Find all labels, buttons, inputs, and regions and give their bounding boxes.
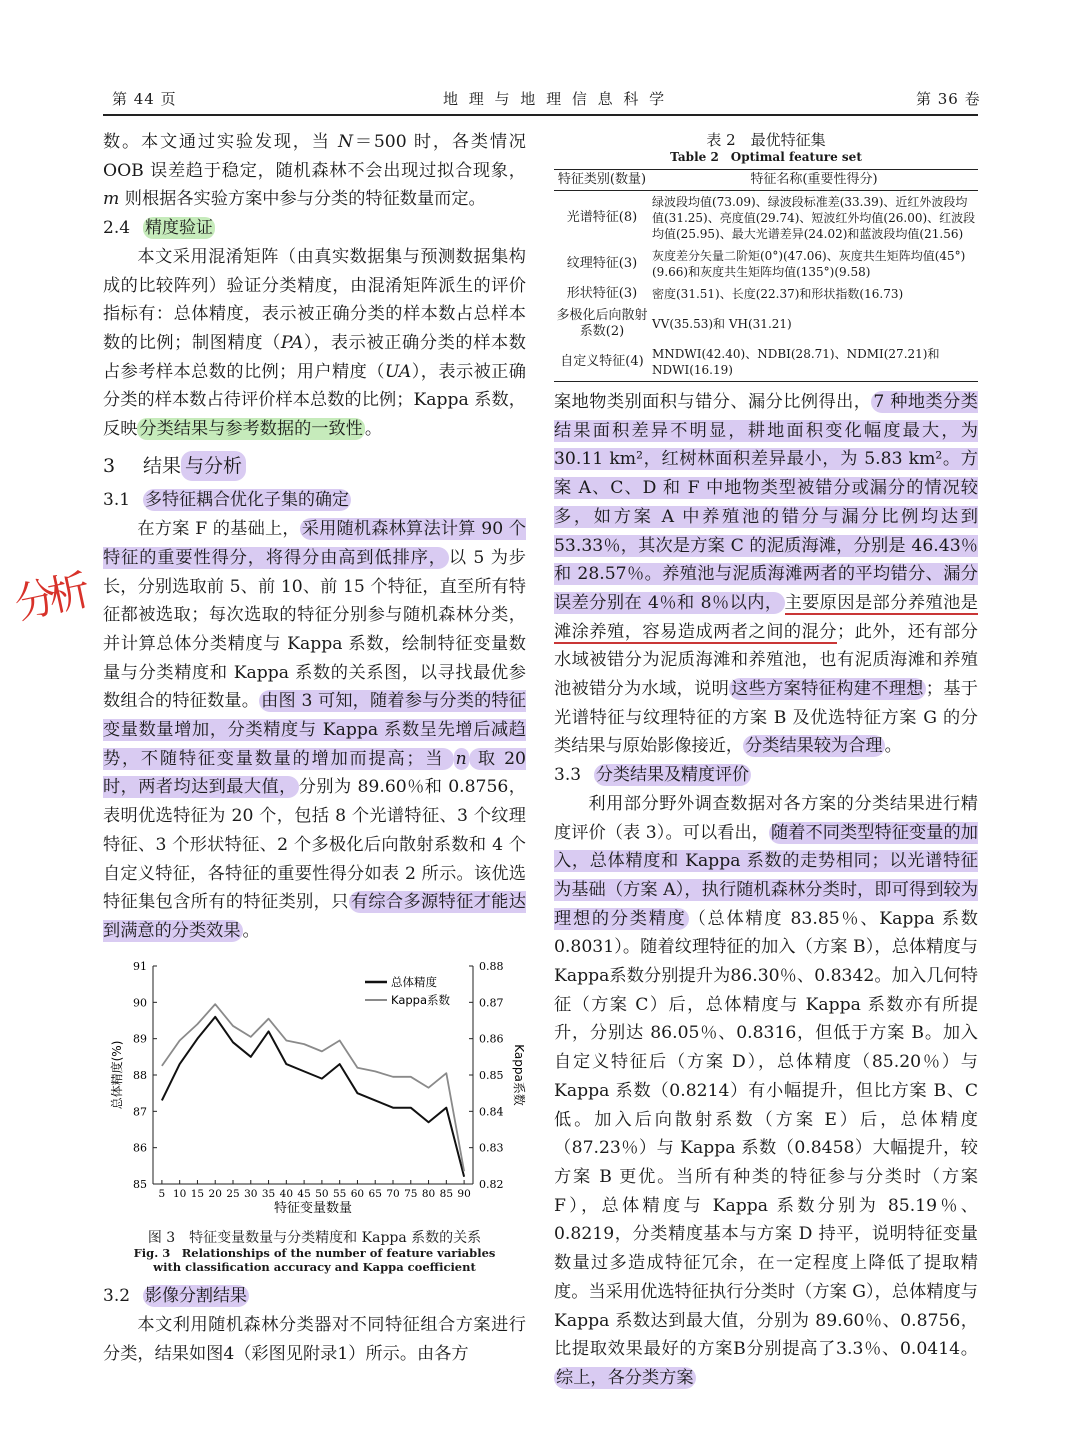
legend-label: 总体精度 [391, 974, 437, 989]
x-tick-label: 10 [172, 1187, 187, 1200]
x-tick-label: 50 [315, 1187, 329, 1200]
x-tick-label: 80 [421, 1187, 436, 1200]
header-rule [103, 114, 978, 116]
x-tick-label: 25 [226, 1187, 240, 1200]
right-column [554, 128, 978, 1393]
figure-caption-en-1: Fig. 3 Relationships of the number of feature variables [133, 1246, 496, 1261]
left-tick-label: 87 [133, 1105, 147, 1119]
right-tick-label: 0.83 [479, 1141, 504, 1155]
x-tick-label: 85 [439, 1187, 454, 1200]
table-header-category: 特征类别(数量) [554, 170, 650, 191]
table-caption-en: Table 2 Optimal feature set [670, 150, 862, 164]
table-header-name: 特征名称(重要性得分) [650, 170, 978, 191]
x-tick-label: 35 [261, 1187, 276, 1200]
accuracy-paragraph: 本文采用混淆矩阵（由真实数据集与预测数据集构成的比较阵列）验证分类精度，由混淆矩阵派生的评价指标有：总体精度，表示被正确分类的样本数占总样本数的比例；制图精度（PA），表示被正确分类的样本数占参考样本总数的比例；用户精度（UA），表示被正确分类的样本数占待评价样本总数的比例；Kappa 系数，反映 分类结果与参考数据的一致性 。 [103, 246, 526, 440]
section-3-heading: 3 结果 与分析 [103, 452, 526, 481]
table-row: 形状特征(3) 密度(31.51)、长度(22.37)和形状指数(16.73) [566, 286, 904, 301]
table-row: 光谱特征(8) 绿波段均值(73.09)、绿波段标准差(33.39)、近红外波段均值(31.25)、亮度值(29.74)、短波红外均值(26.00)、红波段均值(25.95)、最大光谱差异(24.02)和蓝波段均值(21.56) [566, 195, 976, 241]
right-tick-label: 0.88 [479, 959, 504, 973]
x-tick-label: 5 [158, 1187, 166, 1200]
page-number: 第 44 页 [112, 90, 177, 108]
section-3-3-paragraph: 利用部分野外调查数据对各方案的分类结果进行精度评价（表 3）。可以看出， 随着不同类型特征变量的加入，总体精度和 Kappa 系数的走势相同；以光谱特征为基础（方案 A），执行随机森林分类时，即可得到较为理想的分类精度 （总体精度 83.85％、Kappa 系数 0.8031）。随着纹理特征的加入（方案 B），总体精度与Kappa系数分别提升为86.30％、0.8342。加入几何特征（方案 C）后，总体精度与 Kappa 系数亦有所提升，分别达 86.05％、0.8316，但低于方案 B。加入自定义特征后（方案 D），总体精度（85.20％）与 Kappa 系数（0.8214）有小幅提升，但比方案 B、C 低。加入后向散射系数（方案 E）后，总体精度（87.23％）与 Kappa 系数（0.8458）大幅提升，较方案 B 更优。当所有种类的特征参与分类时（方案 F），总体精度与 Kappa 系数分别为 85.19％、0.8219，分类精度基本与方案 D 持平，说明特征变量数量过多造成特征冗余，在一定程度上降低了提取精度。当采用优选特征执行分类时（方案 G），总体精度与 Kappa 系数达到最大值，分别为 89.60％、0.8756，比提取效果最好的方案B分别提高了3.3％、0.0414。综上，各分类方案 [554, 793, 978, 1388]
right-tick-label: 0.86 [479, 1032, 504, 1046]
left-tick-label: 89 [133, 1032, 147, 1046]
table-row: 自定义特征(4) MNDWI(42.40)、NDBI(28.71)、NDMI(27.21)和 NDWI(16.19) [554, 343, 978, 382]
figure-3 [103, 954, 526, 1275]
x-tick-label: 75 [404, 1187, 418, 1200]
right-tick-label: 0.82 [479, 1177, 504, 1191]
left-tick-label: 88 [133, 1068, 147, 1082]
intro-paragraph: 数。本文通过实验发现，当 N＝500 时，各类情况OOB 误差趋于稳定，随机森林不会出现过拟合现象，m 则根据各实验方案中参与分类的特征数量而定。 [103, 132, 526, 210]
x-tick-label: 90 [457, 1187, 471, 1200]
line-chart [103, 954, 526, 1219]
right-tick-label: 0.87 [479, 996, 504, 1010]
table-caption: 表 2 最优特征集 [706, 131, 826, 149]
table-row: 纹理特征(3) 灰度差分矢量二阶矩(0°)(47.06)、灰度共生矩阵均值(45°)(9.66)和灰度共生矩阵均值(135°)(9.58) [566, 249, 966, 279]
x-tick-label: 70 [386, 1187, 400, 1200]
section-3-2-heading: 3.2 影像分割结果 [103, 1286, 247, 1307]
results-paragraph: 案地物类别面积与错分、漏分比例得出， 7 种地类分类结果面积差异不明显，耕地面积变化幅度最大，为 30.11 km²，红树林面积差异最小，为 5.83 km²。方案 A、C、D 和 F 中地物类型被错分或漏分的情况较多，如方案 A 中养殖池的错分与漏分比例均达到 53.33％，其次是方案 C 的泥质海滩，分别是 46.43％和 28.57％。养殖池与泥质海滩两者的平均错分、漏分误差分别在 4％和 8％以内， 主要原因是部分养殖池是滩涂养殖，容易造成两者之间的混分；此外，还有部分水域被错分为泥质海滩和养殖池，也有泥质海滩和养殖池被错分为水域，说明 这些方案特征构建不理想 ；基于光谱特征与纹理特征的方案 B 及优选特征方案 G 的分类结果与原始影像接近， 分类结果较为合理 。 [554, 392, 978, 757]
handwritten-annotation: 分析 [10, 566, 87, 629]
figure-caption-en-2: with classification accuracy and Kappa coefficient [153, 1260, 476, 1275]
section-3-2-paragraph: 本文利用随机森林分类器对不同特征组合方案进行分类，结果如图4（彩图见附录1）所示。由各方 [103, 1315, 526, 1364]
left-tick-label: 86 [133, 1141, 147, 1155]
x-tick-label: 20 [208, 1187, 222, 1200]
x-tick-label: 55 [332, 1187, 347, 1200]
x-tick-label: 15 [190, 1187, 205, 1200]
optimal-feature-table [554, 169, 978, 382]
section-3-3-heading: 3.3 分类结果及精度评价 [554, 765, 749, 786]
left-axis-label: 总体精度(%) [110, 1040, 124, 1110]
volume-number: 第 36 卷 [916, 90, 981, 108]
left-tick-label: 90 [133, 996, 147, 1010]
left-tick-label: 85 [133, 1177, 147, 1191]
right-axis-label: Kappa系数 [512, 1043, 526, 1106]
series-line-overall-accuracy [162, 1017, 464, 1177]
section-3-1-paragraph: 在方案 F 的基础上， 采用随机森林算法计算 90 个特征的重要性得分，将得分由高到低排序， 以 5 为步长，分别选取前 5、前 10、前 15 个特征，直至所有特征都被选取；每次选取的特征分别参与随机森林分类，并计算总体分类精度与 Kappa 系数，绘制特征变量数量与分类精度和 Kappa 系数的关系图，以寻找最优参数组合的特征数量。 由图 3 可知，随着参与分类的特征变量数量增加，分类精度与 Kappa 系数呈先增后减趋势，不随特征变量数量的增加而提高；当 n 取 20 时，两者均达到最大值， 分别为 89.60％和 0.8756，表明优选特征为 20 个，包括 8 个光谱特征、3 个纹理特征、3 个形状特征、2 个多极化后向散射系数和 4 个自定义特征，各特征的重要性得分如表 2 所示。该优选特征集包含所有的特征类别，只 有综合多源特征才能达到满意的分类效果 。 [103, 519, 526, 941]
figure-caption: 图 3 特征变量数量与分类精度和 Kappa 系数的关系 [147, 1230, 482, 1247]
x-tick-label: 60 [350, 1187, 365, 1200]
journal-title: 地 理 与 地 理 信 息 科 学 [443, 90, 668, 108]
x-axis-label: 特征变量数量 [273, 1200, 353, 1216]
x-tick-label: 65 [368, 1187, 382, 1200]
section-3-1-heading: 3.1 多特征耦合优化子集的确定 [103, 490, 349, 511]
right-tick-label: 0.84 [479, 1105, 504, 1119]
table-row: 多极化后向散射系数(2) VV(35.53)和 VH(31.21) [556, 308, 792, 339]
left-tick-label: 91 [133, 959, 147, 973]
legend-label: Kappa系数 [391, 992, 451, 1007]
x-tick-label: 40 [279, 1187, 294, 1200]
left-column [103, 128, 526, 1369]
x-tick-label: 45 [297, 1187, 311, 1200]
section-2-4-heading: 2.4 精度验证 [103, 218, 213, 239]
x-tick-label: 30 [244, 1187, 258, 1200]
series-line-kappa [162, 1004, 464, 1171]
right-tick-label: 0.85 [479, 1068, 504, 1082]
